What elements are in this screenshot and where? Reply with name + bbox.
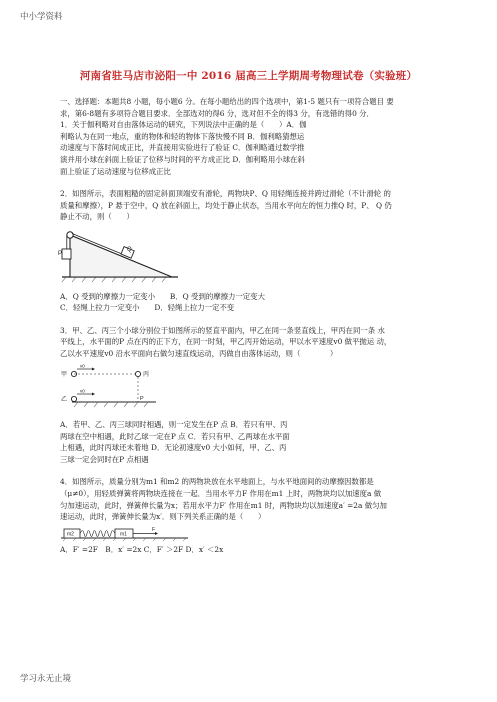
q1-line: 1．关于伽利略对自由落体运动的研究，下列说法中正确的是（ ）A．伽	[60, 120, 307, 130]
ball-yi	[71, 396, 76, 401]
q1-line: 动速度与下落时间成正比，并直接用实验进行了验证 C．伽利略通过数学推	[60, 143, 305, 153]
q3-option-line: 上相遇，此时丙球还未着地 D．无论初速度v0 大小如何，甲、乙、丙	[60, 443, 287, 453]
incline-pulley-diagram	[60, 227, 180, 283]
q3-line: 3．甲、乙、丙三个小球分别位于如图所示的竖直平面内，甲乙在同一条竖直线上，甲丙在同一条 水	[60, 325, 385, 335]
q4-options: A．F′ =2F B．x′ =2x C．F′ ＞2F D．x′ ＜2x	[60, 545, 224, 555]
q2-option-line: C．轻绳上拉力一定变小 D．轻绳上拉力一定不变	[60, 303, 235, 313]
q2-line: 2．如图所示，表面粗糙的固定斜面顶端安有滑轮，两物块P、Q 用轻绳连接并跨过滑轮（不计滑轮 的	[60, 189, 391, 199]
q3-figure	[60, 364, 450, 416]
label-m2: m2	[67, 531, 74, 538]
q2-line: 静止不动，则（ ）	[60, 212, 134, 222]
q1-line: 演并用小球在斜面上验证了位移与时间的平方成正比 D．伽利略用小球在斜	[60, 154, 305, 164]
q3-line: 平线上，水平面的P 点在丙的正下方，在同一时刻，甲乙丙开始运动，甲以水平速度v0 做平抛运 动，	[60, 337, 392, 347]
q4-line: （μ≠0），用轻质弹簧将两物块连接在一起．当用水平力F 作用在m1 上时，两物块均以加速度a 做	[60, 489, 382, 499]
q3-option-line: 三球一定会同时在P 点相遇	[60, 454, 149, 464]
surface-hatch	[74, 402, 148, 407]
section-heading-line: 求，第6-8题有多项符合题目要求．全部选对的得6 分，选对但不全的得3 分，有选错的得0 分．	[60, 108, 374, 118]
section-heading-line: 一、选择题：本题共8 小题，每小题6 分。在每小题给出的四个选项中，第1-5 题只有一项符合题目 要	[60, 97, 394, 106]
label-bing: 丙	[143, 371, 150, 378]
q4-line: 4．如图所示，质量分别为m1 和m2 的两物块放在水平地面上，与水平地面间的动摩擦因数都是	[60, 477, 374, 487]
page-header: 中小学资料	[20, 12, 63, 22]
q4-line: 匀加速运动，此时，弹簧伸长量为x；若用水平力F′ 作用在m1 时，两物块均以加速度a′ =2a 做匀加	[60, 500, 387, 510]
spring-blocks-diagram	[60, 525, 190, 541]
ball-bing	[135, 371, 140, 376]
spring-icon	[80, 530, 115, 536]
label-p: P	[140, 395, 144, 402]
label-yi: 乙	[61, 396, 68, 403]
q4-line: 速运动，此时，弹簧伸长量为x′．则下列关系正确的是（ ）	[60, 512, 266, 522]
block-p	[62, 249, 71, 259]
label-f: F	[152, 526, 156, 533]
page-footer: 学习永无止境	[20, 674, 72, 684]
q3-option-line: A．若甲、乙、丙三球同时相遇，则一定发生在P 点 B．若只有甲、丙	[60, 420, 288, 430]
label-v-bottom: v0	[80, 388, 85, 393]
label-m1: m1	[120, 531, 127, 538]
label-v-top: v0	[80, 363, 85, 368]
incline-wedge	[70, 235, 172, 277]
q3-option-line: 两球在空中相遇，此时乙球一定在P 点 C．若只有甲、乙两球在水平面	[60, 431, 290, 441]
q1-line: 利略认为在同一地点，重的物体和轻的物体下落快慢不同 B．伽利略猜想运	[60, 131, 305, 141]
ground-hatch	[62, 277, 166, 282]
q2-option-line: A．Q 受到的摩擦力一定变小 B．Q 受到的摩擦力一定变大	[60, 291, 265, 301]
label-jia: 甲	[61, 371, 68, 378]
exam-title: 河南省驻马店市泌阳一中 2016 届高三上学期周考物理试卷（实验班）	[79, 70, 418, 82]
q2-line: 质量和摩擦），P 悬于空中，Q 放在斜面上，均处于静止状态，当用水平向左的恒力推Q 时，P、 Q 仍	[60, 200, 392, 210]
label-q: Q	[127, 246, 132, 253]
q2-figure	[60, 227, 450, 287]
q1-line: 面上验证了运动速度与位移成正比	[60, 166, 171, 176]
q3-line: 乙以水平速度v0 沿水平面向右做匀速直线运动，丙做自由落体运动，则（ ）	[60, 348, 338, 358]
label-p: P	[58, 250, 63, 257]
three-balls-diagram	[60, 364, 160, 412]
exam-body	[60, 96, 450, 556]
pulley-icon	[67, 232, 73, 238]
q4-figure	[60, 525, 450, 545]
